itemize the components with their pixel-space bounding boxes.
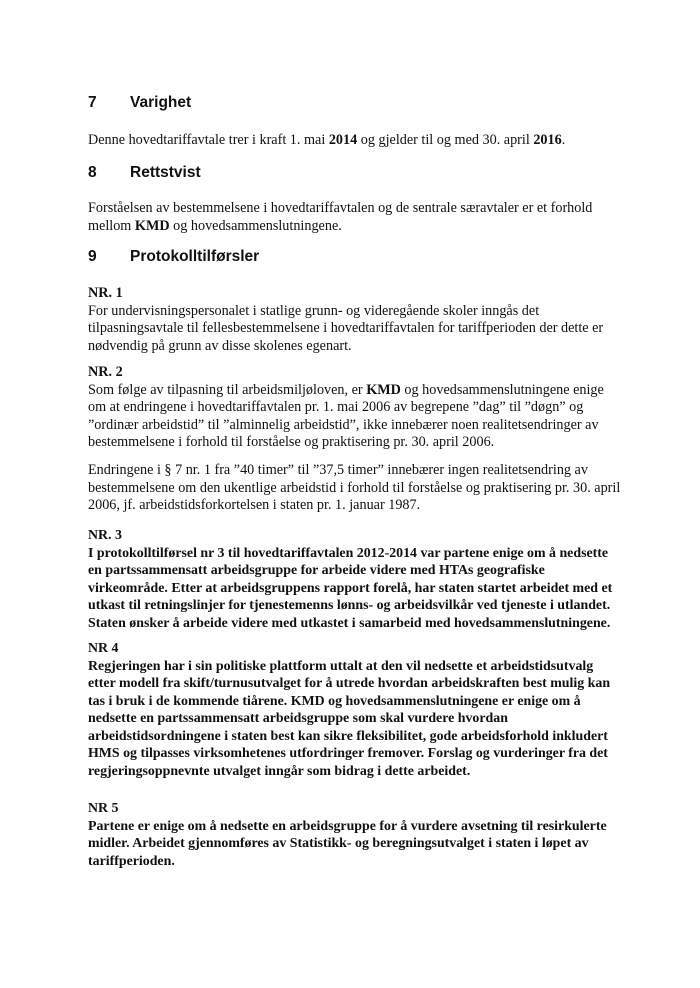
nr3-block — [88, 527, 628, 632]
text-segment: og hovedsammenslutningene enige — [400, 381, 604, 398]
rettstvist-paragraph — [88, 200, 628, 235]
end-year: 2016 — [533, 132, 562, 148]
start-year: 2014 — [328, 132, 358, 148]
section-heading-varighet — [88, 94, 191, 112]
nr1-heading: NR. 1 — [88, 285, 123, 301]
nr2-paragraph-2 — [88, 462, 628, 515]
text-line: I protokolltilførsel nr 3 til hovedtariffavtalen 2012-2014 var partene enige om å nedsette — [88, 545, 609, 561]
text-line: ”ordinær arbeidstid” til ”alminnelig arbeidstid”, ikke innebærer noen realitetsendringer av — [88, 416, 599, 433]
text-segment: Som følge av tilpasning til arbeidsmiljøloven, er — [88, 381, 367, 398]
section-title: Rettstvist — [130, 164, 201, 181]
text-segment: mellom — [88, 217, 135, 234]
section-number: 8 — [88, 164, 97, 181]
text-line: midler. Arbeidet gjennomføres av Statistikk- og beregningsutvalget i staten i løpet av — [88, 836, 589, 851]
text-line: Endringene i § 7 nr. 1 fra ”40 timer” til ”37,5 timer” innebærer ingen realitetsendring av — [88, 462, 588, 478]
text-line: tas i bruk i de kommende tiårene. KMD og hovedsammenslutningene er enige om å — [88, 693, 581, 709]
text-line: Forståelsen av bestemmelsene i hovedtariffavtalen og de sentrale særavtaler er et forhold — [88, 200, 593, 216]
text-segment: og gjelder til og med 30. april — [357, 132, 534, 148]
text-line: virkeområde. Etter at arbeidsgruppens rapport forelå, har staten startet arbeidet med et — [88, 580, 613, 596]
nr5-block — [88, 800, 628, 870]
text-line: HMS og tilpasses virksomhetenes utfordringer fremover. Forslag og vurderinger fra det — [88, 746, 608, 761]
text-line: nødvendig på grunn av disse skolenes egenart. — [88, 337, 352, 354]
section-title: Varighet — [130, 94, 192, 111]
text-line: 2006, jf. arbeidstidsforkortelsen i staten pr. 1. januar 1987. — [88, 497, 421, 513]
kmd-abbreviation: KMD — [366, 381, 401, 398]
text-line: Partene er enige om å nedsette en arbeidsgruppe for å vurdere avsetning til resirkulerte — [88, 818, 607, 834]
text-segment: . — [561, 132, 566, 148]
varighet-paragraph — [88, 132, 628, 150]
section-heading-protokolltilforsler — [88, 248, 259, 266]
nr4-heading: NR 4 — [88, 641, 119, 656]
text-line: For undervisningspersonalet i statlige grunn- og videregående skoler inngås det — [88, 302, 540, 319]
text-line: utkast til retningslinjer for tjenestemenns lønns- og arbeidsvilkår ved tjeneste i utlandet. — [88, 598, 611, 613]
nr2-block — [88, 364, 628, 452]
section-number: 9 — [88, 248, 97, 265]
section-title: Protokolltilførsler — [130, 248, 260, 265]
nr5-heading: NR 5 — [88, 801, 119, 816]
text-line: arbeidstidsordningene i staten best kan sikre fleksibilitet, gode arbeidsforhold inkludert — [88, 728, 608, 744]
nr3-heading: NR. 3 — [88, 528, 122, 543]
text-line: Regjeringen har i sin politiske plattform uttalt at den vil nedsette et arbeidstidsutvalg — [88, 658, 594, 674]
section-heading-rettstvist — [88, 164, 201, 182]
text-line: tariffperioden. — [88, 853, 175, 869]
text-line: bestemmelsene om den ukentlige arbeidstid i forhold til forståelse og praktisering pr. 30. april — [88, 479, 621, 496]
text-line: nedsette en partssammensatt arbeidsgruppe som skal vurdere hvordan — [88, 711, 508, 726]
text-line: tilpasningsavtale til fellesbestemmelsene i hovedtariffavtalen for tariffperioden der dette er — [88, 320, 604, 336]
text-segment: Denne hovedtariffavtale trer i kraft 1. mai — [88, 132, 329, 148]
text-line: bestemmelsene i forhold til forståelse og praktisering pr. 30. april 2006. — [88, 434, 495, 450]
nr2-heading: NR. 2 — [88, 364, 123, 380]
nr1-block — [88, 285, 628, 355]
text-segment: og hovedsammenslutningene. — [169, 217, 342, 234]
nr4-block — [88, 640, 628, 780]
text-line: Staten ønsker å arbeide videre med utkastet i samarbeid med hovedsammenslutningene. — [88, 615, 611, 631]
section-number: 7 — [88, 94, 97, 111]
text-line: om at endringene i hovedtariffavtalen pr. 1. mai 2006 av begrepene ”dag” til ”døgn” og — [88, 399, 584, 415]
kmd-abbreviation: KMD — [134, 217, 170, 234]
text-line: regjeringsoppnevnte utvalget inngår som bidrag i dette arbeidet. — [88, 763, 471, 779]
text-line: etter modell fra skift/turnusutvalget for å utrede hvordan arbeidskraften best mulig kan — [88, 676, 611, 691]
text-line: en partssammensatt arbeidsgruppe for arbeide videre med HTAs geografiske — [88, 563, 545, 578]
